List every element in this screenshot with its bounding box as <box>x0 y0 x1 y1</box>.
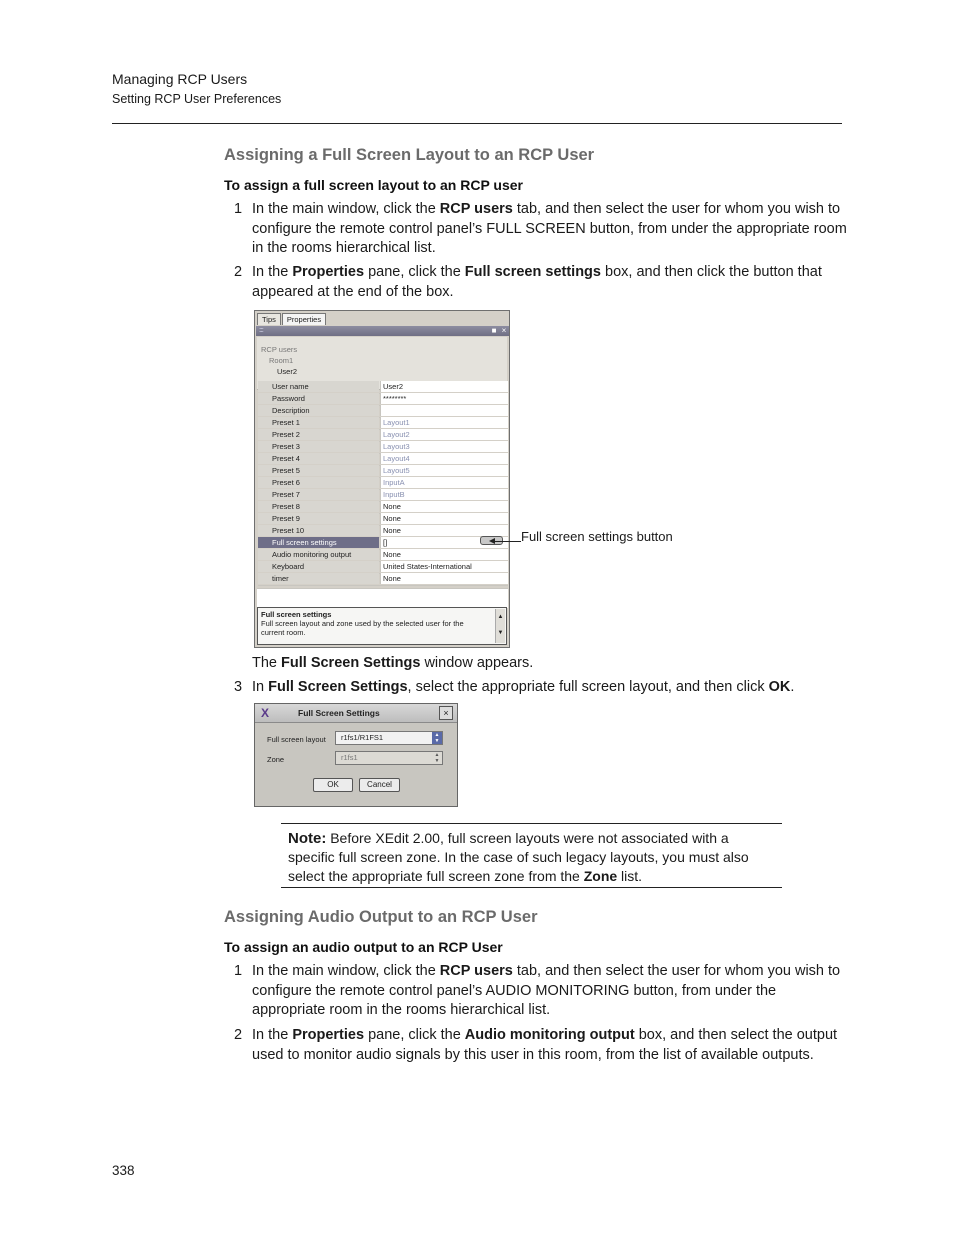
property-name: Audio monitoring output <box>258 549 379 560</box>
step-text: In the Properties pane, click the Audio monitoring output box, and then select the output used to monitor audio signals by this user in this room, from the list of available outputs. <box>252 1027 838 1063</box>
tree-item-rcp-users[interactable]: RCP users <box>261 345 298 354</box>
zone-select[interactable]: r1fs1 ▲ ▼ <box>335 751 443 765</box>
layout-label: Full screen layout <box>267 735 326 744</box>
callout-leader-line <box>493 541 521 542</box>
property-value[interactable]: Layout5 <box>380 465 508 476</box>
procedure-title-full-screen: To assign a full screen layout to an RCP user <box>224 177 524 193</box>
property-name: Keyboard <box>258 561 379 572</box>
step-text: In the main window, click the RCP users tab, and then select the user for whom you wish to configure the remote control panel’s AUDIO MONITORING button, from under the appropriate room in the rooms hierarchical list. <box>252 963 841 1018</box>
running-header-section: Setting RCP User Preferences <box>112 92 282 106</box>
property-value[interactable]: None <box>380 513 508 524</box>
tab-tips[interactable]: Tips <box>257 313 281 325</box>
property-value[interactable]: United States-International <box>380 561 508 572</box>
property-name: Preset 6 <box>258 477 379 488</box>
properties-panel-screenshot <box>254 310 510 648</box>
description-text: Full screen layout and zone used by the selected user for the current room. <box>261 619 464 637</box>
property-value[interactable]: Layout3 <box>380 441 508 452</box>
step-text: In the main window, click the RCP users tab, and then select the user for whom you wish to configure the remote control panel’s FULL SCREEN button, from under the appropriate room in the rooms hierarchical list. <box>252 201 847 256</box>
property-description <box>257 607 507 645</box>
property-value[interactable]: InputB <box>380 489 508 500</box>
property-value[interactable]: None <box>380 525 508 536</box>
property-value[interactable]: Layout2 <box>380 429 508 440</box>
running-header-chapter: Managing RCP Users <box>112 71 248 87</box>
description-title: Full screen settings <box>261 610 332 619</box>
section-title-audio-output: Assigning Audio Output to an RCP User <box>224 908 538 926</box>
callout-label: Full screen settings button <box>521 529 673 544</box>
property-name: Preset 2 <box>258 429 379 440</box>
close-icon[interactable]: × <box>501 326 507 335</box>
restore-icon[interactable]: ■ <box>491 326 497 335</box>
note-box <box>281 823 782 888</box>
step-number: 3 <box>234 679 243 695</box>
dialog-title: Full Screen Settings <box>298 708 380 718</box>
xedit-logo-icon: X <box>261 706 270 720</box>
panel-titlebar <box>256 326 509 336</box>
property-value[interactable]: Layout4 <box>380 453 508 464</box>
property-name: Preset 5 <box>258 465 379 476</box>
step-result-text: The Full Screen Settings window appears. <box>252 655 534 671</box>
property-row[interactable] <box>258 573 508 586</box>
close-icon[interactable]: × <box>439 706 453 720</box>
step-number: 2 <box>234 1027 243 1043</box>
property-name: Description <box>258 405 379 416</box>
spin-arrows-icon[interactable]: ▲ ▼ <box>432 752 442 764</box>
dialog-titlebar <box>255 704 457 723</box>
tree-item-user[interactable]: User2 <box>277 367 298 376</box>
panel-tabs <box>257 313 327 326</box>
procedure-title-audio-output: To assign an audio output to an RCP User <box>224 939 503 955</box>
property-value[interactable]: None <box>380 501 508 512</box>
property-name: Full screen settings <box>258 537 379 548</box>
property-value[interactable]: None <box>380 549 508 560</box>
property-name: timer <box>258 573 379 584</box>
property-name: Preset 10 <box>258 525 379 536</box>
step-number: 2 <box>234 264 243 280</box>
description-scrollbar[interactable]: ▲ ▼ <box>495 609 505 643</box>
property-value[interactable]: InputA <box>380 477 508 488</box>
property-name: User name <box>258 381 379 392</box>
property-name: Preset 9 <box>258 513 379 524</box>
note-text: Before XEdit 2.00, full screen layouts were not associated with a specific full screen zone. In the case of such legacy layouts, you must also select the appropriate full screen zone from the Zone list. <box>288 830 749 884</box>
property-value[interactable]: Layout1 <box>380 417 508 428</box>
grip-icon[interactable]: :::: <box>259 327 263 334</box>
note-label: Note: <box>288 830 327 847</box>
full-screen-settings-dialog <box>254 703 458 807</box>
property-name: Preset 8 <box>258 501 379 512</box>
property-value[interactable]: None <box>380 573 508 584</box>
section-title-full-screen: Assigning a Full Screen Layout to an RCP User <box>224 146 595 164</box>
step-number: 1 <box>234 963 243 979</box>
tab-properties[interactable]: Properties <box>282 313 326 325</box>
page-number: 338 <box>112 1163 135 1178</box>
step-number: 1 <box>234 201 243 217</box>
property-name: Password <box>258 393 379 404</box>
property-value[interactable]: [] <box>380 537 508 548</box>
grid-empty-area <box>257 588 508 608</box>
header-rule <box>112 123 842 124</box>
step-text: In Full Screen Settings, select the appropriate full screen layout, and then click OK. <box>252 679 795 695</box>
zone-label: Zone <box>267 755 285 764</box>
full-screen-layout-select[interactable]: r1fs1/R1FS1 ▲ ▼ <box>335 731 443 745</box>
spin-arrows-icon[interactable]: ▲ ▼ <box>432 732 442 744</box>
step-text: In the Properties pane, click the Full screen settings box, and then click the button that appeared at the end of the box. <box>252 264 822 300</box>
property-value[interactable] <box>380 405 508 416</box>
property-name: Preset 7 <box>258 489 379 500</box>
property-value[interactable]: ******** <box>380 393 508 404</box>
tree-item-room[interactable]: Room1 <box>269 356 294 365</box>
ok-button[interactable]: OK <box>313 778 353 792</box>
property-value[interactable]: User2 <box>380 381 508 392</box>
cancel-button[interactable]: Cancel <box>359 778 400 792</box>
property-name: Preset 4 <box>258 453 379 464</box>
property-name: Preset 1 <box>258 417 379 428</box>
property-name: Preset 3 <box>258 441 379 452</box>
